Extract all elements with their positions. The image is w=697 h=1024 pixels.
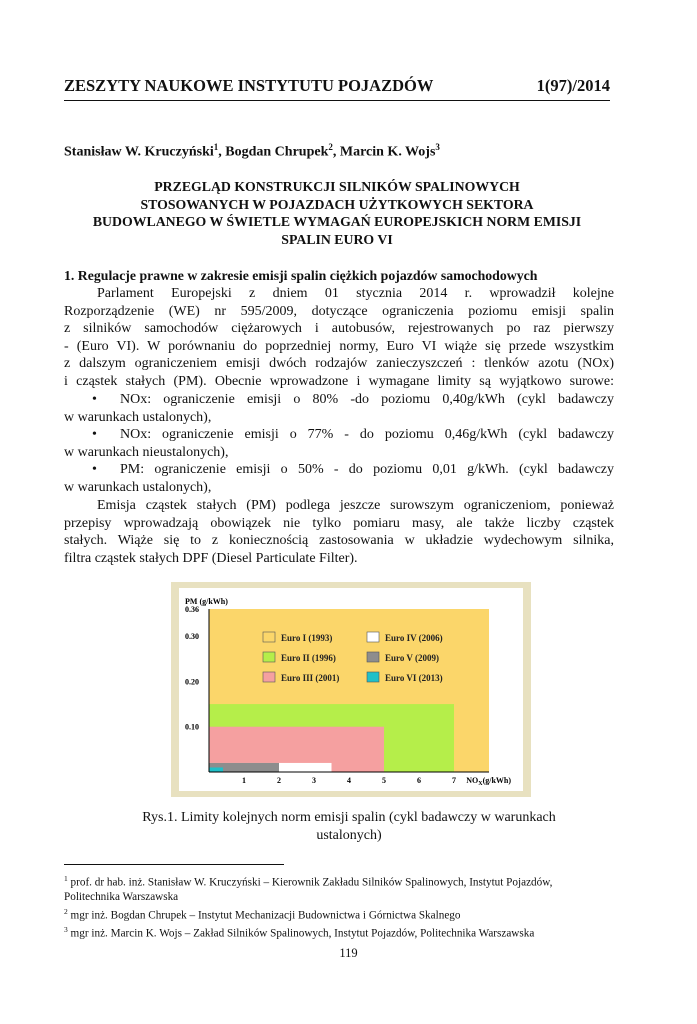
- x-axis-label-sub: X: [478, 781, 483, 787]
- bullet-text: NOx: ograniczenie emisji o 77% - do poziomu 0,46g/kWh (cykl badawczy: [120, 427, 614, 443]
- bullet-icon: •: [92, 392, 97, 407]
- text-line: Parlament Europejski z dniem 01 stycznia 2014 r. wprowadził kolejne: [97, 286, 614, 301]
- footnote-divider: [64, 864, 284, 865]
- text-line: z dalszym ograniczeniem emisji dwóch rodzajów zanieczyszczeń : tlenków azotu (NOx): [64, 356, 614, 372]
- footnote: [64, 872, 624, 905]
- x-tick-label: 6: [417, 776, 421, 785]
- legend-swatch: [263, 672, 275, 682]
- author-name: Stanisław W. Kruczyński: [64, 144, 214, 160]
- footnote-text: mgr inż. Bogdan Chrupek – Instytut Mechanizacji Budownictwa i Górnictwa Skalnego: [70, 909, 461, 922]
- legend-label: Euro V (2009): [385, 653, 440, 663]
- caption-line: Rys.1. Limity kolejnych norm emisji spalin (cykl badawczy w warunkach: [142, 810, 556, 825]
- text-line: - (Euro VI). W porównaniu do poprzedniej normy, Euro VI wiąże się przede wszystkim: [64, 338, 614, 354]
- emission-limits-chart: [171, 582, 531, 797]
- caption-line: ustalonych): [316, 827, 382, 843]
- legend-label: Euro II (1996): [281, 653, 336, 663]
- bullet-text: NOx: ograniczenie emisji o 80% -do poziomu 0,40g/kWh (cykl badawczy: [120, 392, 614, 407]
- footnote-mark: 2: [64, 906, 68, 916]
- list-item: [64, 461, 614, 479]
- figure-caption: [64, 809, 634, 844]
- page-number: 119: [339, 946, 358, 960]
- bullet-icon: •: [92, 427, 97, 443]
- footnote: [64, 923, 624, 941]
- y-tick-label: 0.30: [185, 632, 199, 642]
- title-line: PRZEGLĄD KONSTRUKCJI SILNIKÓW SPALINOWYCH: [154, 179, 520, 194]
- legend-swatch: [367, 632, 379, 642]
- paragraph-2: [64, 497, 614, 567]
- x-tick-label: 4: [347, 776, 351, 785]
- author-name: Bogdan Chrupek: [225, 144, 329, 160]
- text-line: i cząstek stałych (PM). Obecnie wprowadzone i wymagane limity są wyjątkowo surowe:: [64, 373, 614, 389]
- author-sup: 3: [435, 142, 440, 152]
- text-line: filtra cząstek stałych DPF (Diesel Particulate Filter).: [64, 550, 358, 566]
- journal-title: ZESZYTY NAUKOWE INSTYTUTU POJAZDÓW: [64, 76, 434, 95]
- list-item: [64, 391, 614, 409]
- bullet-text: PM: ograniczenie emisji o 50% - do poziomu 0,01 g/kWh. (cykl badawczy: [120, 462, 614, 478]
- running-header: [64, 76, 610, 101]
- y-tick-label: 0.20: [185, 677, 199, 687]
- author-separator: ,: [218, 144, 226, 160]
- x-tick-label: 5: [382, 776, 386, 785]
- author-line: [64, 142, 440, 161]
- text-line: Emisja cząstek stałych (PM) podlega jeszcze surowszym ograniczeniom, ponieważ: [97, 498, 614, 513]
- author-name: Marcin K. Wojs: [339, 144, 436, 160]
- bullet-continuation: w warunkach ustalonych),: [64, 409, 212, 425]
- author-separator: ,: [332, 144, 340, 160]
- title-line: SPALIN EURO VI: [281, 231, 393, 247]
- bullet-continuation: w warunkach nieustalonych),: [64, 444, 229, 460]
- list-item: [64, 426, 614, 444]
- footnote-mark: 3: [64, 924, 68, 934]
- footnote-mark: 1: [64, 874, 68, 883]
- y-tick-label: 0.10: [185, 722, 199, 732]
- y-tick-label: 0.36: [185, 605, 199, 614]
- text-line: stałych. Wiąże się to z koniecznością zastosowania w układzie wydechowym silnika,: [64, 533, 614, 549]
- author-sup: 2: [328, 142, 333, 152]
- paper-title: [64, 178, 610, 248]
- legend-label: Euro VI (2013): [385, 673, 443, 683]
- footnotes: [64, 872, 624, 941]
- legend-swatch: [367, 652, 379, 662]
- legend-label: Euro I (1993): [281, 633, 333, 643]
- legend-label: Euro IV (2006): [385, 633, 443, 643]
- norm-region-6: [209, 767, 223, 772]
- x-axis-label-unit: (g/kWh): [482, 776, 512, 785]
- legend-label: Euro III (2001): [281, 673, 340, 683]
- bullet-continuation: w warunkach ustalonych),: [64, 479, 212, 495]
- paragraph-1: [64, 285, 614, 391]
- section-heading: 1. Regulacje prawne w zakresie emisji spalin ciężkich pojazdów samochodowych: [64, 268, 538, 283]
- bullet-list: [64, 391, 614, 497]
- text-line: z silników samochodów ciężarowych i autobusów, rejestrowanych po raz pierwszy: [64, 321, 614, 337]
- footnote-text: Politechnika Warszawska: [64, 891, 179, 904]
- x-tick-label: 2: [277, 776, 281, 785]
- x-tick-label: 1: [242, 776, 246, 785]
- x-tick-label: 7: [452, 776, 456, 785]
- bullet-icon: •: [92, 462, 97, 478]
- footnote: [64, 905, 624, 923]
- footnote-text: prof. dr hab. inż. Stanisław W. Kruczyński – Kierownik Zakładu Silników Spalinowych, Instytut Pojazdów,: [70, 876, 553, 889]
- x-axis-label-main: NO: [466, 776, 479, 785]
- footnote-text: mgr inż. Marcin K. Wojs – Zakład Silników Spalinowych, Instytut Pojazdów, Politechnika Warszawska: [70, 927, 535, 940]
- text-line: przepisy wprowadzają obowiązek nie tylko pomiaru masy, ale także liczby cząstek: [64, 515, 614, 531]
- author-sup: 1: [213, 142, 219, 152]
- issue-number: 1(97)/2014: [536, 76, 610, 95]
- text-line: Rozporządzenie (WE) nr 595/2009, dotyczące ograniczenia poziomu emisji spalin: [64, 303, 614, 319]
- legend-swatch: [263, 632, 275, 642]
- title-line: BUDOWLANEGO W ŚWIETLE WYMAGAŃ EUROPEJSKICH NORM EMISJI: [92, 214, 582, 230]
- legend-swatch: [263, 652, 275, 662]
- title-line: STOSOWANYCH W POJAZDACH UŻYTKOWYCH SEKTORA: [140, 196, 534, 212]
- legend-swatch: [367, 672, 379, 682]
- y-axis-label: PM (g/kWh): [185, 597, 228, 606]
- x-tick-label: 3: [312, 776, 316, 785]
